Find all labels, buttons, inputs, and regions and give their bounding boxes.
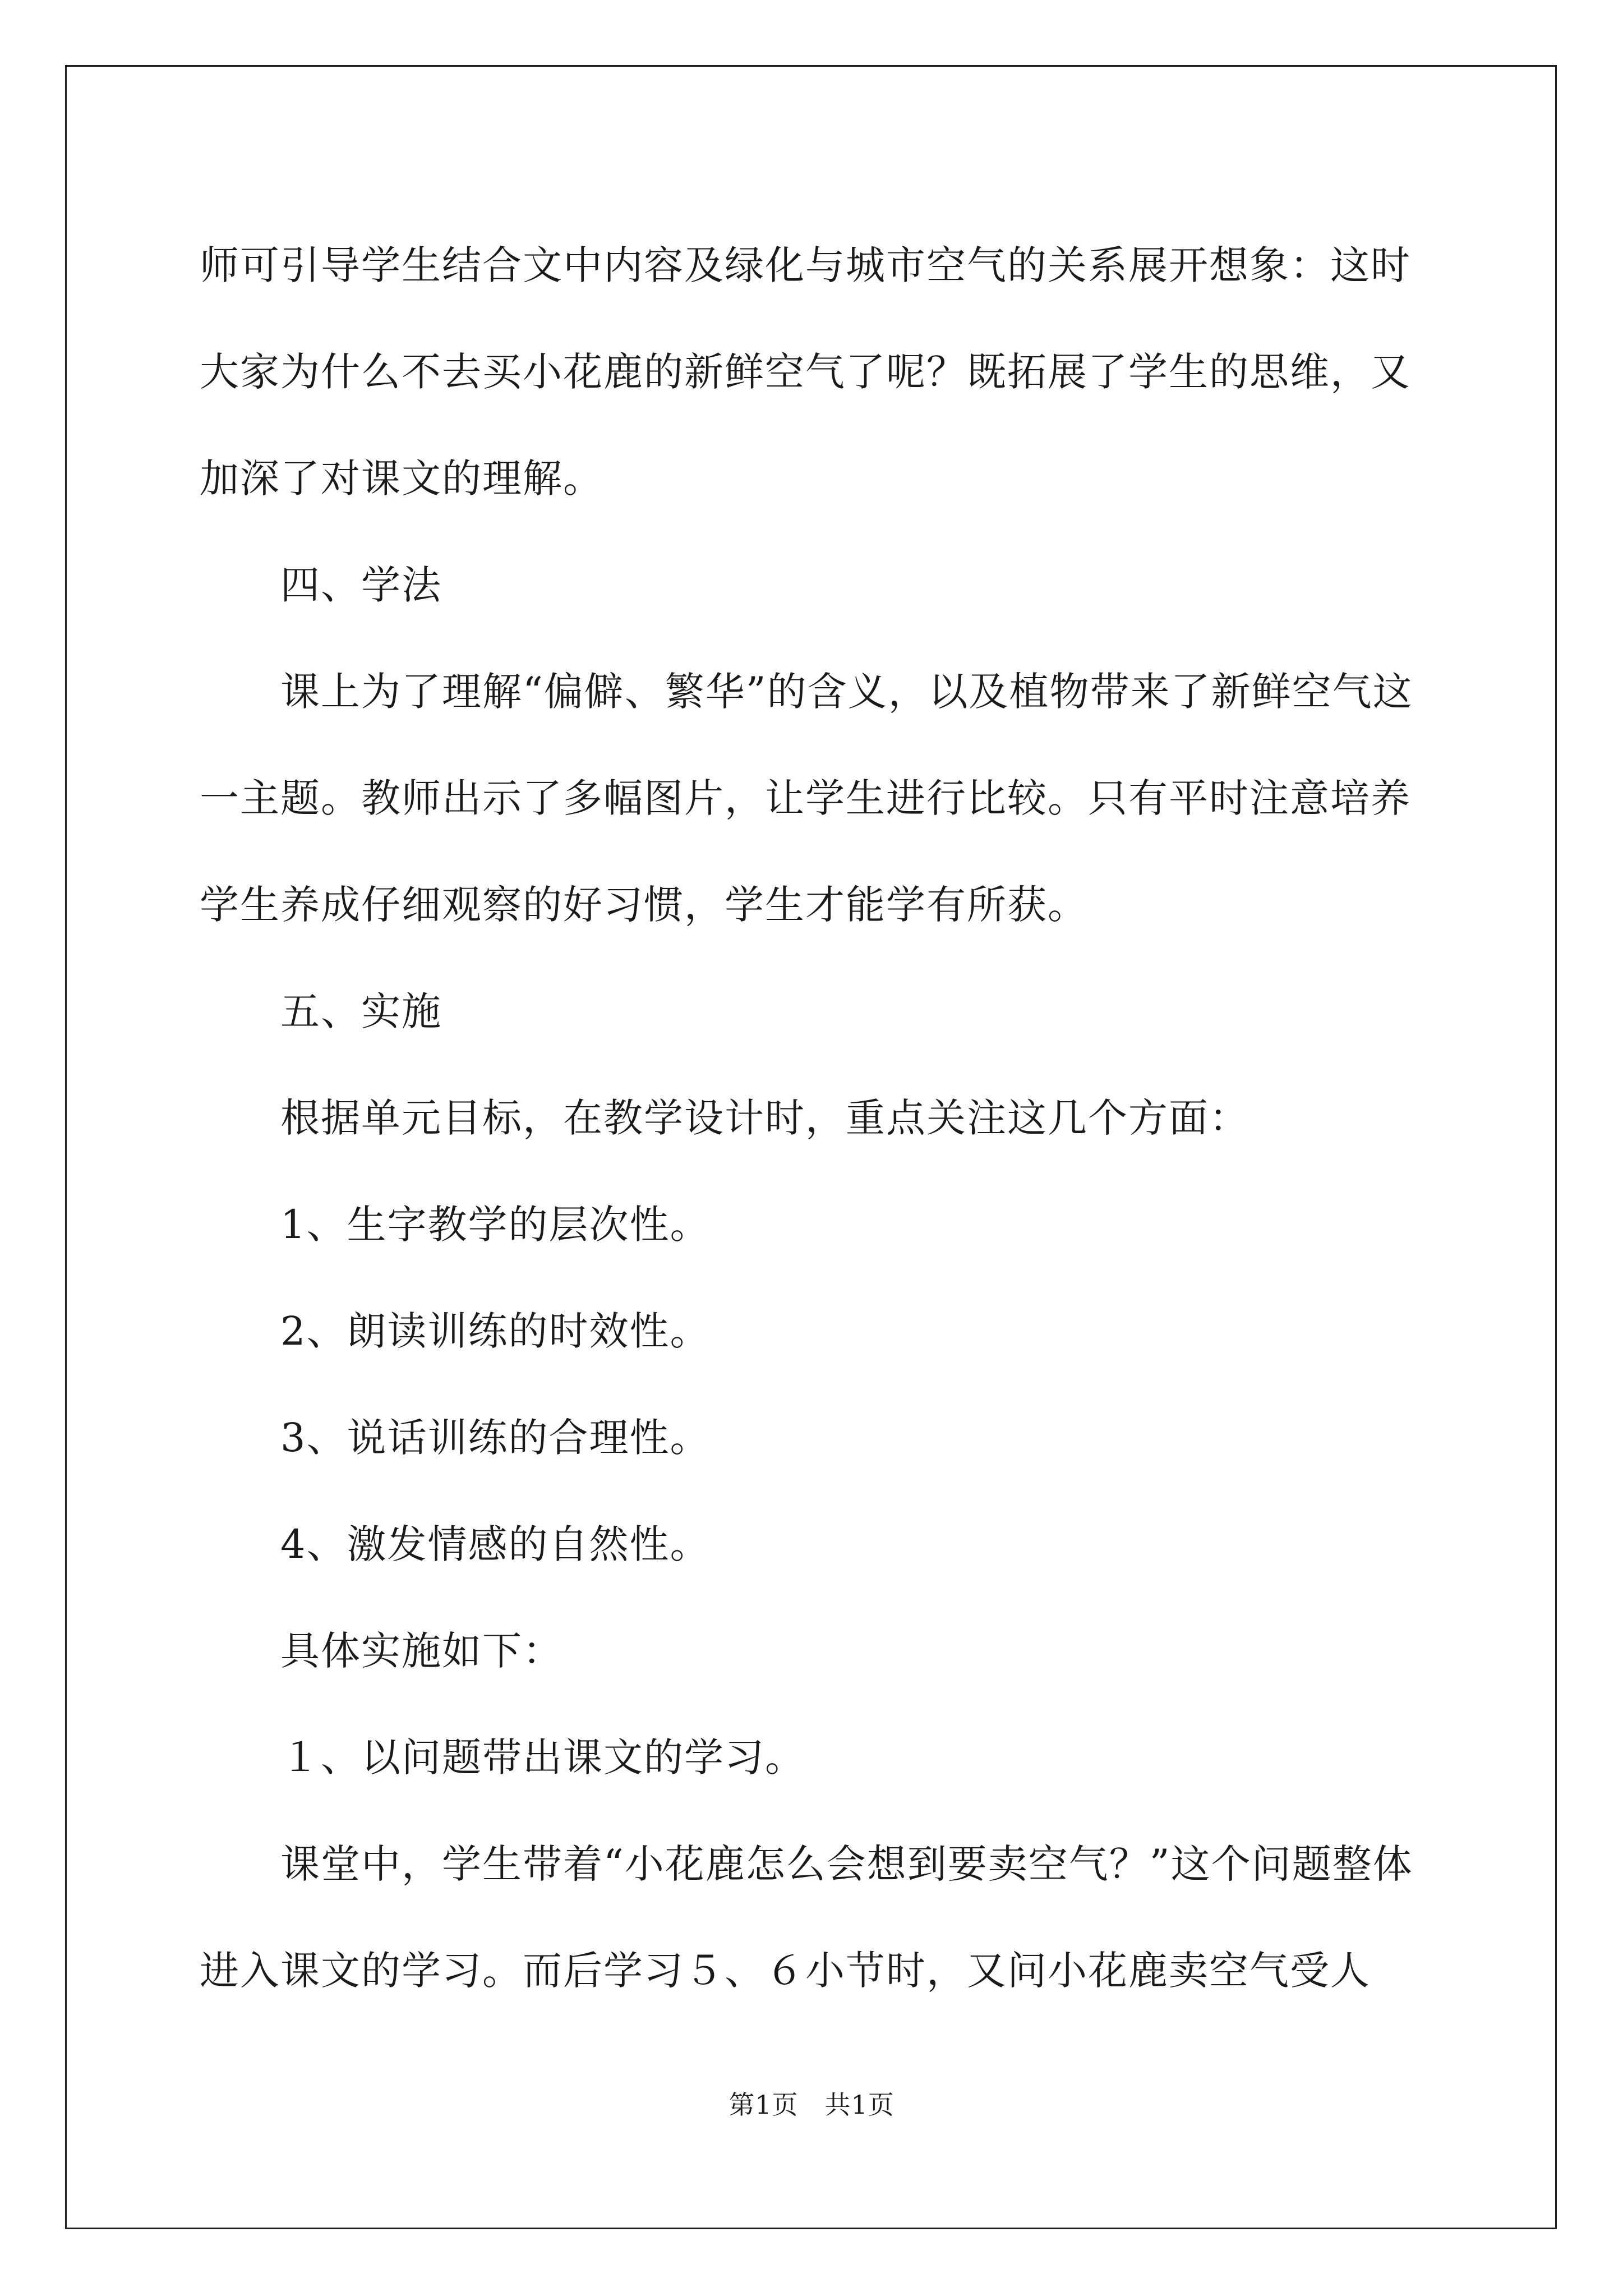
section-heading-study-method: 四、学法 (280, 562, 442, 608)
page-footer: 第1页 共1页 (728, 2090, 895, 2120)
list-item-question: １、以问题带出课文的学习。 (280, 1734, 805, 1780)
list-item-4: 4、激发情感的自然性。 (280, 1521, 711, 1567)
paragraph-5: 课堂中，学生带着“小花鹿怎么会想到要卖空气？”这个问题整体进入课文的学习。而后学习５、６小节时，又问小花鹿卖空气受人 (200, 1841, 1413, 1994)
list-item-1: 1、生字教学的层次性。 (280, 1202, 711, 1248)
paragraph-3: 根据单元目标，在教学设计时，重点关注这几个方面： (280, 1095, 1249, 1141)
document-body (200, 212, 1433, 2024)
paragraph-2: 课上为了理解“偏僻、繁华”的含义，以及植物带来了新鲜空气这一主题。教师出示了多幅图片，让学生进行比较。只有平时注意培养学生养成仔细观察的好习惯，学生才能学有所获。 (200, 669, 1413, 928)
paragraph-1: 师可引导学生结合文中内容及绿化与城市空气的关系展开想象：这时大家为什么不去买小花鹿的新鲜空气了呢？既拓展了学生的思维，又加深了对课文的理解。 (200, 242, 1411, 501)
list-item-2: 2、朗读训练的时效性。 (280, 1308, 711, 1354)
section-heading-implementation: 五、实施 (280, 988, 442, 1034)
list-item-3: 3、说话训练的合理性。 (280, 1415, 711, 1461)
paragraph-4: 具体实施如下： (280, 1628, 563, 1674)
